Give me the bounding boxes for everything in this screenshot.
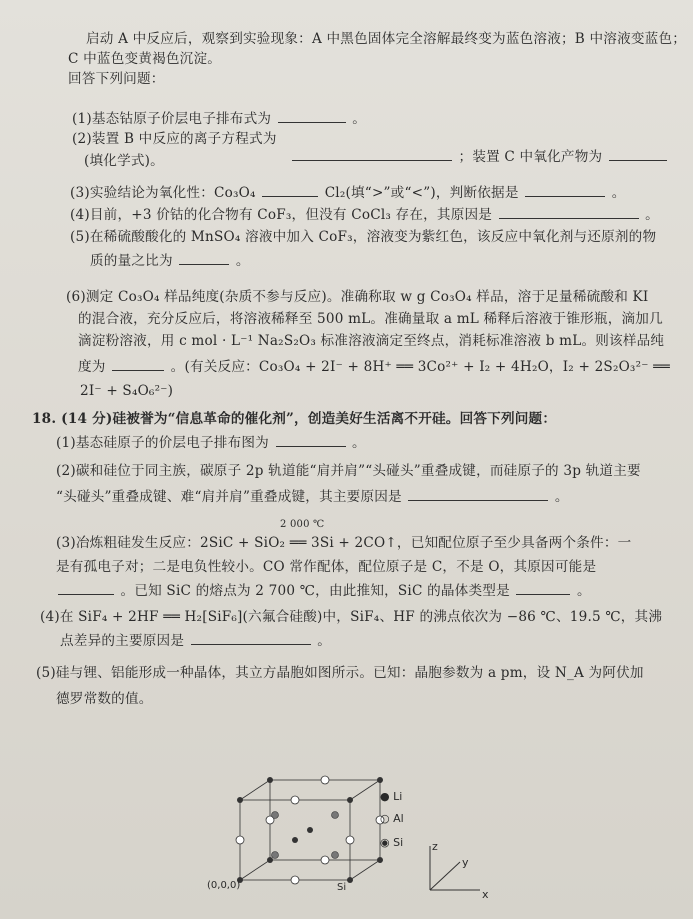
text-line: 2I⁻ + S₄O₆²⁻)	[80, 383, 174, 399]
question-text: 点差异的主要原因是	[60, 633, 185, 649]
text-line: 18. (14 分)硅被誉为“信息革命的催化剂”，创造美好生活离不开硅。回答下列问题：	[32, 411, 557, 427]
question-text: 。已知 SiC 的熔点为 2 700 ℃，由此推知，SiC 的晶体类型是	[120, 583, 510, 599]
text-line: 启动 A 中反应后，观察到实验现象：A 中黑色固体完全溶解最终变为蓝色溶液；B 中溶液变蓝色；	[86, 31, 687, 47]
text-line: 。已知 SiC 的熔点为 2 700 ℃，由此推知，SiC 的晶体类型是 。	[56, 582, 591, 600]
legend-li: ● Li	[380, 790, 403, 803]
text-line	[72, 130, 277, 148]
question-text: (填化学式)。	[84, 153, 164, 169]
legend-si: ◉ Si	[380, 836, 404, 849]
text-line: C 中蓝色变黄褐色沉淀。	[68, 51, 222, 67]
text-line: (1)基态钴原子价层电子排布式为 。	[72, 111, 367, 127]
question-text: (4)目前，+3 价钴的化合物有 CoF₃，但没有 CoCl₃ 存在，其原因是	[70, 207, 493, 223]
question-text: “头碰头”重叠成键、难“肩并肩”重叠成键，其主要原因是	[56, 489, 402, 505]
text-line: (2)碳和硅位于同主族，碳原子 2p 轨道能“肩并肩”“头碰头”重叠成键，而硅原子的 3p 轨道主要	[56, 463, 641, 479]
axis-z-label: z	[432, 840, 438, 853]
answer-blank	[262, 184, 318, 197]
answer-blank	[292, 148, 452, 161]
text-line: (6)测定 Co₃O₄ 样品纯度(杂质不参与反应)。准确称取 w g Co₃O₄ 样品，溶于足量稀硫酸和 KI	[66, 289, 649, 305]
text-line: (3)实验结论为氧化性：Co₃O₄ Cl₂(填“>”或“<”)，判断依据是 。	[70, 185, 626, 201]
text-line	[290, 148, 669, 166]
answer-blank	[609, 148, 667, 161]
text-line: (5)在稀硫酸酸化的 MnSO₄ 溶液中加入 CoF₃，溶液变为紫红色，该反应中氧化剂与还原剂的物	[70, 229, 657, 245]
answer-blank	[179, 252, 229, 265]
legend-al: ○ Al	[380, 812, 404, 825]
origin-label: (0,0,0)	[207, 880, 241, 891]
text-line: 回答下列问题：	[68, 71, 165, 87]
question-text: (2)装置 B 中反应的离子方程式为	[72, 131, 277, 147]
question-text: ；装置 C 中氧化产物为	[458, 149, 603, 165]
answer-blank	[525, 184, 605, 197]
text-line: (4)目前，+3 价钴的化合物有 CoF₃，但没有 CoCl₃ 存在，其原因是 。	[70, 207, 659, 223]
si-label: Si	[337, 882, 347, 893]
text-line: (5)硅与锂、铝能形成一种晶体，其立方晶胞如图所示。已知：晶胞参数为 a pm，设 N_A 为阿伏加	[36, 665, 644, 681]
text-line: 质的量之比为 。	[90, 253, 250, 269]
answer-blank	[499, 206, 639, 219]
text-line: 滴淀粉溶液，用 c mol · L⁻¹ Na₂S₂O₃ 标准溶液滴定至终点，消耗标准溶液 b mL。则该样品纯	[78, 333, 665, 349]
question-text: (1)基态钴原子价层电子排布式为	[72, 111, 272, 127]
answer-blank	[408, 488, 548, 501]
question-text: (3)实验结论为氧化性：Co₃O₄	[70, 185, 256, 201]
text-line: (1)基态硅原子的价层电子排布图为 。	[56, 435, 366, 451]
answer-blank	[58, 582, 114, 595]
text-line	[78, 358, 670, 376]
answer-blank	[516, 582, 570, 595]
answer-blank	[191, 632, 311, 645]
question-text: Cl₂(填“>”或“<”)，判断依据是	[324, 185, 519, 201]
text-line: (3)冶炼粗硅发生反应：2SiC + SiO₂ ══ 3Si + 2CO↑，已知配位原子至少具备两个条件：一	[56, 535, 632, 551]
answer-blank	[276, 434, 346, 447]
axis-x-label: x	[482, 888, 489, 901]
text-line: “头碰头”重叠成键、难“肩并肩”重叠成键，其主要原因是 。	[56, 489, 569, 505]
text-line	[56, 558, 596, 576]
text-line: 点差异的主要原因是 。	[60, 633, 332, 649]
question-text: (1)基态硅原子的价层电子排布图为	[56, 435, 269, 451]
text-line: (4)在 SiF₄ + 2HF ══ H₂[SiF₆](六氟合硅酸)中，SiF₄、HF 的沸点依次为 −86 ℃、19.5 ℃，其沸	[40, 609, 663, 625]
question-text: 度为	[78, 359, 106, 375]
text-line	[84, 152, 164, 170]
axis-y-label: y	[462, 856, 469, 869]
question-text: 质的量之比为	[90, 253, 173, 269]
answer-blank	[278, 110, 346, 123]
answer-blank	[112, 358, 164, 371]
question-text: 是有孤电子对；二是电负性较小。CO 常作配体，配位原子是 C，不是 O，其原因可能是	[56, 559, 597, 575]
text-line: 的混合液，充分反应后，将溶液稀释至 500 mL。准确量取 a mL 稀释后溶液于锥形瓶，滴加几	[78, 311, 663, 327]
text-line: 德罗常数的值。	[56, 691, 153, 707]
question-text: 。(有关反应：Co₃O₄ + 2I⁻ + 8H⁺ ══ 3Co²⁺ + I₂ + 4H₂O，I₂ + 2S₂O₃²⁻ ══	[170, 359, 670, 375]
reaction-condition: 2 000 ℃	[280, 519, 325, 530]
